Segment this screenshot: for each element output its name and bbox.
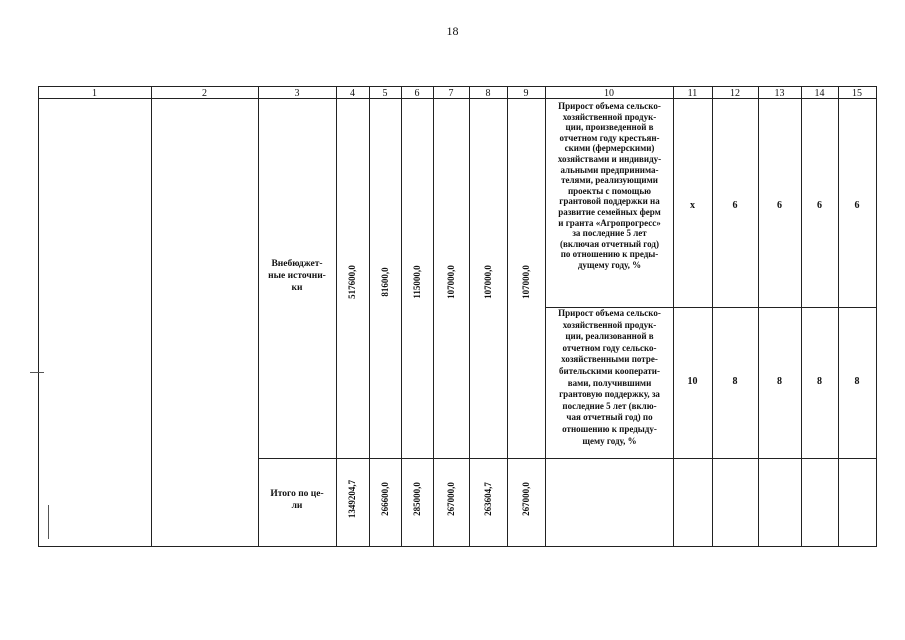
indicator-1-value-col11: х <box>690 200 695 211</box>
table-top-border <box>38 86 877 87</box>
table-bottom-border <box>38 546 877 547</box>
header-col-12: 12 <box>730 88 740 99</box>
col-border-5-6 <box>401 86 402 547</box>
row2-amount-col5: 266600,0 <box>380 482 390 516</box>
row1-amount-col8: 107000,0 <box>483 265 493 299</box>
col-border-6-7 <box>433 86 434 547</box>
page-number: 18 <box>446 24 459 38</box>
header-col-3: 3 <box>294 88 300 99</box>
header-col-5: 5 <box>382 88 388 99</box>
col-border-2-3 <box>258 86 259 547</box>
header-col-4: 4 <box>350 88 355 99</box>
row2-amount-col4: 1349204,7 <box>347 479 357 519</box>
row2-amount-col9: 267000,0 <box>521 482 531 516</box>
header-col-6: 6 <box>414 88 420 99</box>
row2-amount-col7: 267000,0 <box>446 482 456 516</box>
header-col-2: 2 <box>202 88 207 99</box>
header-col-9: 9 <box>523 88 529 99</box>
col-border-left <box>38 86 39 547</box>
row1-amount-col7: 107000,0 <box>446 265 456 299</box>
row2-amount-col8: 263604,7 <box>483 482 493 516</box>
header-col-14: 14 <box>814 88 825 99</box>
indicator-2-value-col13: 8 <box>777 376 782 387</box>
indicator-1-value-col14: 6 <box>817 200 822 211</box>
col-border-right <box>876 86 877 547</box>
col-border-3-4 <box>336 86 337 547</box>
indicator-2-value-col14: 8 <box>817 376 822 387</box>
indicator-1-value-col12: 6 <box>732 200 738 211</box>
col-border-13-14 <box>801 86 802 547</box>
col-border-14-15 <box>838 86 839 547</box>
indicator-1-value-col13: 6 <box>777 200 782 211</box>
col-border-12-13 <box>758 86 759 547</box>
scan-mark-left-vertical <box>48 505 49 539</box>
indicator-1-value-col15: 6 <box>854 200 860 211</box>
header-col-1: 1 <box>92 88 97 99</box>
header-col-7: 7 <box>448 88 454 99</box>
indicator-2-text: Прирост объема сельско- хозяйственной продук- ции, реализованной в отчетном году сельско- хозяйственными потре- бительскими кооперати- вами, получившими грантовую поддержку, за последние 5 лет (вклю- чая отчетный год) по отношению к предыду- щему году, % <box>558 308 661 446</box>
row1-source-label: Внебюджет- ные источни- ки <box>268 259 326 293</box>
header-col-15: 15 <box>852 88 862 99</box>
header-col-10: 10 <box>604 88 614 99</box>
header-col-11: 11 <box>687 88 698 99</box>
indicator-2-value-col12: 8 <box>732 376 738 387</box>
col-border-8-9 <box>507 86 508 547</box>
row1-amount-col9: 107000,0 <box>521 265 531 299</box>
header-col-8: 8 <box>485 88 491 99</box>
col-border-7-8 <box>469 86 470 547</box>
row1-amount-col6: 115000,0 <box>412 265 422 299</box>
col-border-1-2 <box>151 86 152 547</box>
indicator-2-value-col11: 10 <box>687 376 698 387</box>
scan-mark-left-tick <box>30 372 44 373</box>
indicator-1-text: Прирост объема сельско- хозяйственной продук- ции, произведенной в отчетном году крестьян- скими (фермерскими) хозяйствами и индивиду- альными предпринима- телями, реализующими проекты с помощью грантовой поддержки на развитие семейных ферм и гранта «Агропрогресс» за последние 5 лет (включая отчетный год) по отношению к преды- дущему году, % <box>557 101 662 270</box>
col-border-4-5 <box>369 86 370 547</box>
col-border-10-11 <box>673 86 674 547</box>
col-border-11-12 <box>712 86 713 547</box>
row2-amount-col6: 285000,0 <box>412 482 422 516</box>
row2-total-label: Итого по це- ли <box>270 489 324 511</box>
header-col-13: 13 <box>774 88 785 99</box>
row1-amount-col5: 81600,0 <box>380 267 390 297</box>
row1-amount-col4: 517600,0 <box>347 265 357 299</box>
indicator-2-value-col15: 8 <box>854 376 860 387</box>
